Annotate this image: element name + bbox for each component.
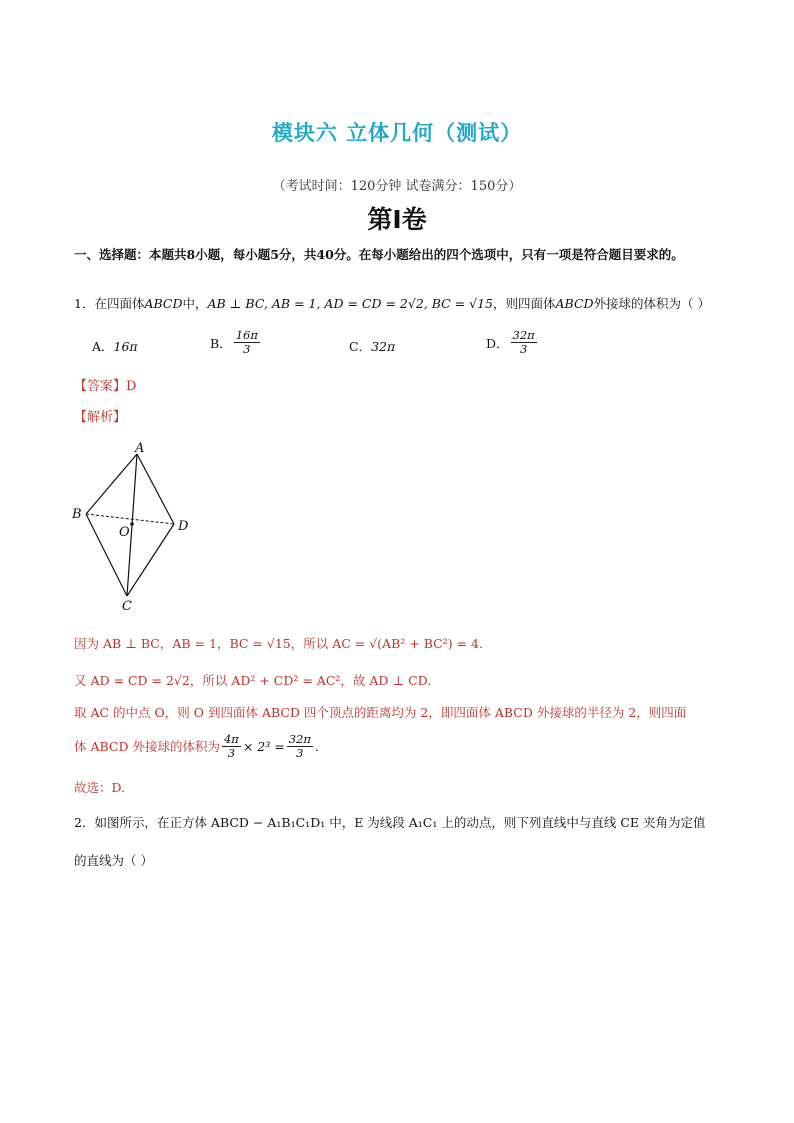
volume-heading: 第I卷 [367, 205, 427, 234]
q1-condition: AB ⊥ BC, AB = 1, AD = CD = 2√2, BC = √15 [207, 296, 493, 311]
edge-bd-hidden [86, 514, 174, 524]
option-b[interactable] [210, 329, 262, 356]
edge-cd [127, 524, 174, 596]
line4-frac-2-den: 3 [296, 746, 304, 760]
q1-suffix: ，则四面体 [493, 296, 556, 311]
exam-info: （考试时间：120分钟 试卷满分：150分） [272, 179, 522, 194]
edge-ad [137, 454, 174, 524]
line4-frac-2-num: 32π [288, 732, 311, 746]
option-a[interactable] [92, 337, 138, 355]
q1-abcd: ABCD [144, 296, 183, 311]
q1-mid: 中， [182, 296, 208, 311]
option-d-fraction [511, 329, 537, 356]
analysis-line-1: 因为 AB ⊥ BC，AB = 1，BC = √15，所以 AC = √(AB² + BC²) = 4. [74, 636, 483, 651]
label-b: B [72, 507, 82, 522]
option-a-label: A． [92, 339, 114, 354]
option-d[interactable] [486, 329, 539, 356]
question-2-line-2: 的直线为（ ） [74, 853, 153, 868]
label-a: A [135, 441, 145, 456]
analysis-choose: 故选：D. [74, 780, 126, 795]
analysis-line-2: 又 AD = CD = 2√2，所以 AD² + CD² = AC²，故 AD ⊥ CD. [74, 673, 432, 688]
tetrahedron-figure [66, 436, 196, 616]
line4-frac-1 [222, 733, 241, 760]
option-d-den: 3 [519, 342, 528, 356]
line4-frac-1-num: 4π [223, 732, 239, 746]
option-a-value: 16π [113, 338, 138, 354]
point-o [130, 522, 134, 526]
option-b-den: 3 [243, 342, 251, 356]
option-d-num: 32π [512, 328, 535, 342]
question-2-line-1: 2．如图所示，在正方体 ABCD − A₁B₁C₁D₁ 中，E 为线段 A₁C₁ 上的动点，则下列直线中与直线 CE 夹角为定值 [74, 815, 706, 830]
section-instructions: 一、选择题：本题共8小题，每小题5分，共40分。在每小题给出的四个选项中，只有一项是符合题目要求的。 [74, 247, 684, 262]
analysis-label-q1: 【解析】 [74, 410, 127, 425]
line4-frac-2 [287, 733, 313, 760]
q1-prefix: 1．在四面体 [74, 296, 145, 311]
label-c: C [122, 599, 132, 614]
option-b-fraction [234, 329, 260, 356]
page-title: 模块六 立体几何（测试） [271, 121, 523, 145]
option-c-label: C． [349, 339, 372, 354]
edge-ab [86, 454, 137, 514]
line4-text: 体 ABCD 外接球的体积为 [74, 738, 220, 754]
line4-end: . [314, 738, 319, 754]
option-c[interactable] [349, 337, 395, 355]
question-1-stem [74, 294, 734, 314]
analysis-line-3: 取 AC 的中点 O，则 O 到四面体 ABCD 四个顶点的距离均为 2，即四面体 ABCD 外接球的半径为 2，则四面 [74, 705, 687, 720]
option-c-value: 32π [371, 338, 396, 354]
label-o: O [119, 525, 130, 540]
line4-frac-1-den: 3 [227, 746, 236, 760]
analysis-line-4 [74, 733, 734, 760]
option-d-label: D． [486, 335, 509, 351]
option-b-label: B． [210, 335, 232, 351]
q1-abcd-2: ABCD [555, 296, 594, 311]
q1-ask: 外接球的体积为（ ） [593, 296, 711, 311]
label-d: D [178, 519, 189, 534]
option-b-num: 16π [235, 328, 258, 342]
line4-mid: × 2³ = [242, 738, 285, 754]
answer-q1: 【答案】D [74, 379, 137, 394]
